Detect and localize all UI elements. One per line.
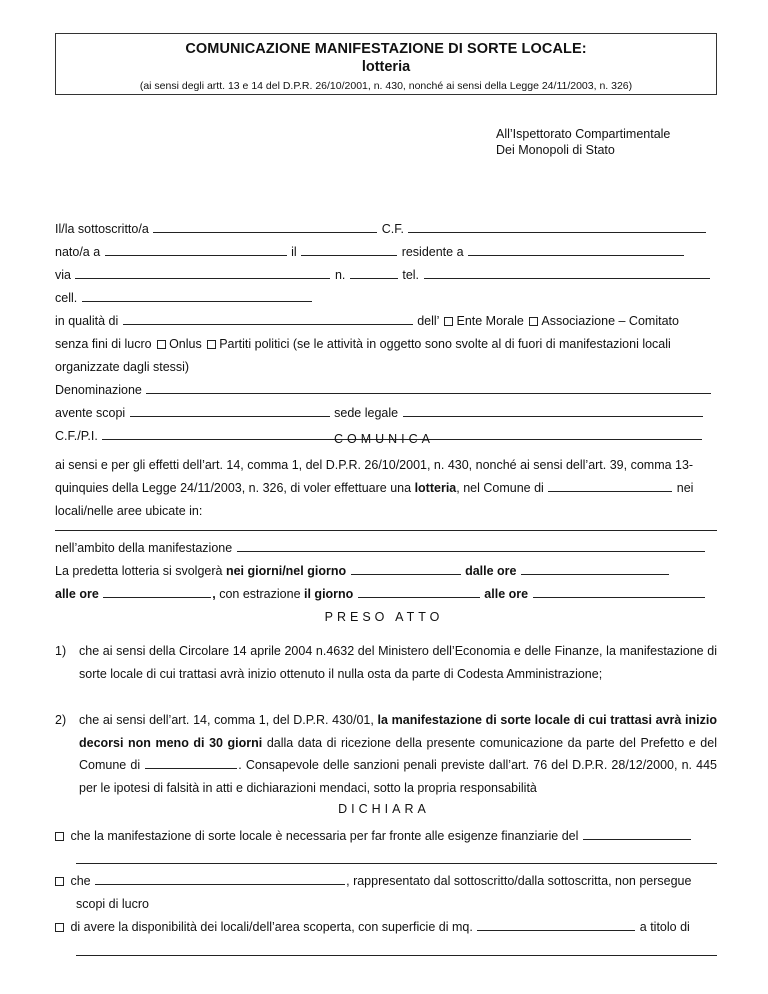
preso-atto-item-2: 2) che ai sensi dell’art. 14, comma 1, del D.P.R. 430/01, la manifestazione di sorte locale di cui trattasi avrà inizio decorsi non meno di 30 giorni dalla data di ricezione della presente comunicazione da parte del Prefetto e del Comune di . Consapevole delle sanzioni penali previste dall’art. 76 del D.P.R. 28/12/2000, n. 445 per le ipotesi di falsità in atti e dichiarazioni mendaci, sotto la propria responsabilità bbox=[55, 713, 717, 795]
cf-field[interactable] bbox=[408, 220, 706, 233]
street-field[interactable] bbox=[75, 266, 330, 279]
giorni-field[interactable] bbox=[351, 562, 461, 575]
birthdate-field[interactable] bbox=[301, 243, 397, 256]
comunica-line-2: quinquies della Legge 24/11/2003, n. 326, di voler effettuare una lotteria, nel Comune di nei bbox=[55, 481, 694, 495]
checkbox-onlus[interactable] bbox=[157, 340, 166, 349]
section-preso-atto-heading: PRESO ATTO bbox=[324, 610, 444, 624]
titolo-field[interactable] bbox=[76, 955, 717, 956]
dichiara-item-1: che la manifestazione di sorte locale è necessaria per far fronte alle esigenze finanziarie del bbox=[55, 827, 717, 845]
legal-reference: (ai sensi degli artt. 13 e 14 del D.P.R. 26/10/2001, n. 430, nonché ai sensi della Legge 24/11/2003, n. 326) bbox=[139, 80, 633, 92]
form-line-cfpi: C.F./P.I. bbox=[55, 427, 717, 445]
comunica-line-3: locali/nelle aree ubicate in: bbox=[55, 504, 203, 518]
comune-prefetto-field[interactable] bbox=[145, 756, 237, 769]
lotteria-bold: lotteria bbox=[414, 481, 457, 495]
comunica-line-predetta: La predetta lotteria si svolgerà nei giorni/nel giorno dalle ore bbox=[55, 562, 717, 580]
estrazione-ore-field[interactable] bbox=[533, 585, 705, 598]
street-number-field[interactable] bbox=[350, 266, 398, 279]
scopi-field[interactable] bbox=[130, 404, 330, 417]
form-line-sottoscritto: Il/la sottoscritto/a C.F. bbox=[55, 220, 717, 238]
form-line-via: via n. tel. bbox=[55, 266, 717, 284]
form-line-nato: nato/a a il residente a bbox=[55, 243, 717, 261]
checkbox-dichiara-2[interactable] bbox=[55, 877, 64, 886]
form-line-senza-fini: senza fini di lucro Onlus Partiti politici (se le attività in oggetto sono svolte al di fuori di manifestazioni locali bbox=[55, 337, 671, 351]
comunica-line-ambito: nell’ambito della manifestazione bbox=[55, 539, 717, 557]
checkbox-ente-morale[interactable] bbox=[444, 317, 453, 326]
addressee-line-2: Dei Monopoli di Stato bbox=[496, 143, 615, 157]
location-field[interactable] bbox=[55, 530, 717, 531]
checkbox-dichiara-1[interactable] bbox=[55, 832, 64, 841]
name-field[interactable] bbox=[153, 220, 377, 233]
form-line-partiti-cont: organizzate dagli stessi) bbox=[55, 360, 190, 374]
residence-field[interactable] bbox=[468, 243, 684, 256]
denominazione-field[interactable] bbox=[146, 381, 711, 394]
ente-field[interactable] bbox=[95, 872, 345, 885]
document-subtitle: lotteria bbox=[361, 59, 411, 75]
dichiara-item-2-cont: scopi di lucro bbox=[76, 897, 149, 911]
preso-atto-item-1: 1) che ai sensi della Circolare 14 aprile 2004 n.4632 del Ministero dell’Economia e delle Finanze, la manifestazione di sorte locale di cui trattasi avrà inizio ottenuto il nulla osta da parte di Codesta Amministrazione; bbox=[55, 644, 717, 681]
esigenze-field-cont[interactable] bbox=[76, 863, 717, 864]
birthplace-field[interactable] bbox=[105, 243, 287, 256]
section-comunica-heading: COMUNICA bbox=[333, 432, 435, 446]
form-line-qualita: in qualità di dell’ Ente Morale Associazione – Comitato bbox=[55, 314, 679, 328]
alle-ore-field[interactable] bbox=[103, 585, 211, 598]
form-line-scopi: avente scopi sede legale bbox=[55, 404, 717, 422]
dichiara-item-3: di avere la disponibilità dei locali/dell’area scoperta, con superficie di mq. a titolo di bbox=[55, 918, 717, 936]
dichiara-item-2: che , rappresentato dal sottoscritto/dalla sottoscritta, non persegue bbox=[55, 872, 717, 890]
esigenze-field[interactable] bbox=[583, 827, 691, 840]
cell-field[interactable] bbox=[82, 289, 312, 302]
checkbox-associazione[interactable] bbox=[529, 317, 538, 326]
comunica-line-alle-ore: alle ore , con estrazione il giorno alle ore bbox=[55, 585, 717, 603]
document-title: COMUNICAZIONE MANIFESTAZIONE DI SORTE LOCALE: bbox=[185, 41, 587, 57]
superficie-field[interactable] bbox=[477, 918, 635, 931]
comune-field[interactable] bbox=[548, 479, 672, 492]
form-line-cell: cell. bbox=[55, 289, 717, 307]
addressee-line-1: All’Ispettorato Compartimentale bbox=[496, 127, 671, 141]
addressee-block bbox=[496, 126, 670, 158]
comunica-line-1: ai sensi e per gli effetti dell’art. 14, comma 1, del D.P.R. 26/10/2001, n. 430, nonché ai sensi dell’art. 39, comma 13- bbox=[55, 458, 694, 472]
manifestazione-field[interactable] bbox=[237, 539, 705, 552]
header-box bbox=[55, 33, 717, 95]
phone-field[interactable] bbox=[424, 266, 710, 279]
dalle-ore-field[interactable] bbox=[521, 562, 669, 575]
checkbox-dichiara-3[interactable] bbox=[55, 923, 64, 932]
checkbox-partiti[interactable] bbox=[207, 340, 216, 349]
estrazione-giorno-field[interactable] bbox=[358, 585, 480, 598]
sede-legale-field[interactable] bbox=[403, 404, 703, 417]
role-field[interactable] bbox=[123, 312, 413, 325]
form-line-denominazione: Denominazione bbox=[55, 381, 717, 399]
section-dichiara-heading: DICHIARA bbox=[338, 802, 430, 816]
